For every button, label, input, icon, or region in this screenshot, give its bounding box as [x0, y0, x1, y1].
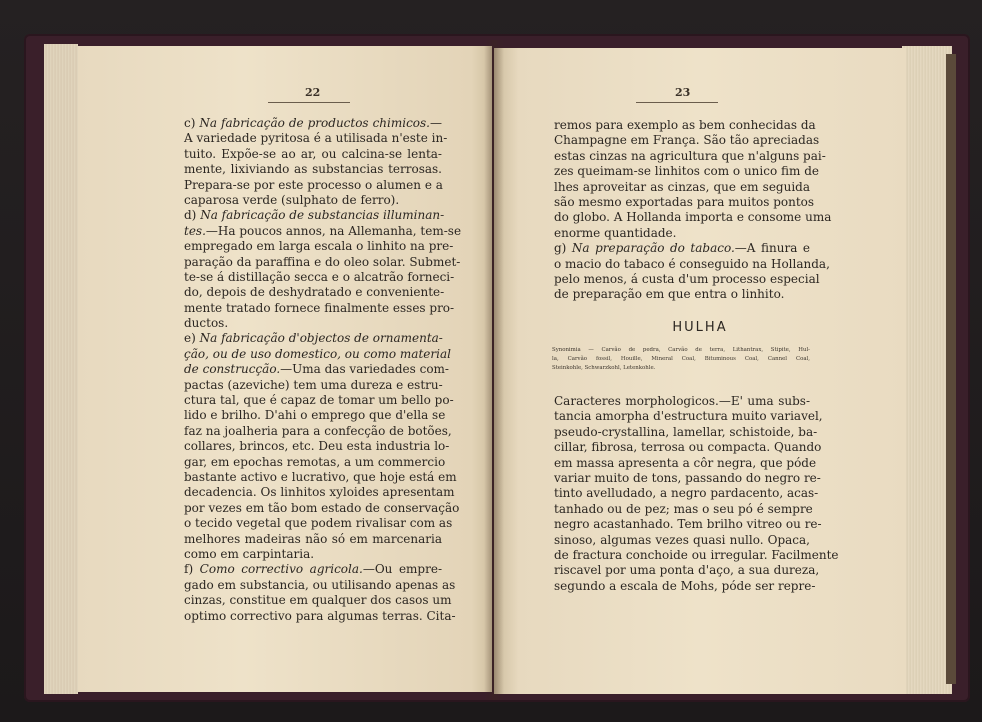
- text-line: [184, 162, 442, 177]
- text-run: A variedade pyritosa é a utilisada n'este in-: [184, 131, 448, 146]
- text-line: [184, 547, 442, 562]
- text-run: tinto avelludado, a negro pardacento, acas-: [554, 486, 819, 501]
- right-page: [494, 48, 906, 694]
- italic-text: Na fabricação d'objectos de ornamenta-: [199, 331, 443, 346]
- text-line: [184, 208, 445, 223]
- text-run: ctura tal, que é capaz de tomar um bello po-: [184, 393, 454, 408]
- text-line: [554, 118, 816, 133]
- text-run: Prepara-se por este processo o alumen e a: [184, 177, 443, 192]
- text-run: gar, em epochas remotas, a um commercio: [184, 454, 446, 469]
- italic-text: Como correctivo agricola.: [199, 562, 363, 577]
- italic-text: tes.: [184, 223, 206, 238]
- text-run: mente, lixiviando as substancias terrosas.: [184, 162, 442, 177]
- text-line: [554, 440, 822, 455]
- left-page-body: [184, 116, 462, 624]
- text-run: mente tratado fornece finalmente esses pro-: [184, 300, 455, 315]
- italic-text: Na fabricação de substancias illuminan-: [200, 208, 445, 223]
- text-line: [554, 517, 822, 532]
- text-run: de fractura conchoide ou irregular. Facilmente: [554, 547, 839, 562]
- text-run: remos para exemplo as bem conhecidas da: [554, 118, 816, 132]
- text-line: [184, 331, 442, 346]
- text-run: o macio do tabaco é conseguido na Hollanda,: [554, 256, 830, 271]
- right-page-body-top: [554, 118, 832, 303]
- text-line: [184, 300, 455, 316]
- text-run: como em carpintaria.: [184, 546, 315, 561]
- text-line: [184, 408, 446, 423]
- text-run: variar muito de tons, passando do negro re-: [554, 470, 821, 485]
- text-line: [184, 562, 442, 577]
- text-line: [184, 269, 455, 285]
- text-line: [184, 439, 450, 454]
- text-line: [184, 593, 452, 608]
- text-run: collares, brincos, etc. Deu esta industria lo-: [184, 439, 450, 454]
- text-run: pseudo-crystallina, lamellar, schistoide, ba-: [554, 424, 818, 439]
- text-run: faz na joalheria para a confecção de botões,: [184, 423, 452, 438]
- text-line: [554, 470, 821, 486]
- text-run: decadencia. Os linhitos xyloides apresentam: [184, 485, 455, 500]
- page-number-rule: [636, 102, 718, 103]
- text-run: c): [184, 116, 200, 130]
- text-run: gado em substancia, ou utilisando apenas as: [184, 577, 456, 592]
- text-line: [184, 239, 454, 254]
- text-line: [184, 469, 457, 485]
- text-line: [554, 455, 817, 471]
- page-edges-right: [902, 46, 952, 694]
- text-line: [184, 254, 461, 270]
- section-heading: HULHA: [672, 320, 728, 335]
- text-run: lido e brilho. D'ahi o emprego que d'ella se: [184, 408, 446, 423]
- text-line: [184, 393, 454, 408]
- text-line: [184, 532, 442, 547]
- text-line: [184, 516, 453, 531]
- text-line: [184, 346, 451, 362]
- text-line: [554, 256, 830, 272]
- text-line: [184, 423, 452, 439]
- book-gutter: [484, 40, 504, 700]
- text-run: cinzas, constitue em qualquer dos casos um: [184, 593, 452, 608]
- text-line: [184, 285, 445, 300]
- text-line: [552, 355, 810, 364]
- text-run: tancia amorpha d'estructura muito variavel,: [554, 409, 823, 424]
- text-line: [184, 223, 462, 239]
- text-run: riscavel por uma ponta d'aço, a sua dureza,: [554, 563, 820, 578]
- text-run: por vezes em tão bom estado de conservação: [184, 500, 460, 515]
- text-line: [552, 346, 810, 355]
- text-run: lhes aproveitar as cinzas, que em seguida: [554, 179, 810, 194]
- text-line: [554, 164, 819, 179]
- text-run: —A finura e: [734, 241, 810, 256]
- text-line: [554, 194, 815, 210]
- page-number-rule: [268, 102, 350, 103]
- text-line: [554, 486, 819, 501]
- left-page: [78, 46, 492, 692]
- text-run: tuito. Expõe-se ao ar, ou calcina-se lenta-: [184, 146, 442, 161]
- text-line: [184, 485, 455, 500]
- text-run: segundo a escala de Mohs, póde ser repre-: [554, 578, 816, 593]
- text-line: [184, 316, 442, 331]
- text-run: d): [184, 208, 201, 223]
- text-line: [184, 378, 442, 393]
- text-line: [554, 133, 820, 148]
- text-run: la, Carvão fossil, Houille, Mineral Coal, Bituminous Coal, Cannel Coal,: [552, 356, 810, 362]
- text-run: sinoso, algumas vezes quasi nullo. Opaca,: [554, 532, 810, 547]
- text-line: [184, 147, 442, 162]
- page-edges-left: [44, 44, 78, 694]
- text-run: bastante activo e lucrativo, que hoje está em: [184, 469, 457, 484]
- text-run: optimo correctivo para algumas terras. Cita-: [184, 608, 456, 623]
- text-line: [554, 533, 810, 548]
- text-line: [184, 131, 448, 146]
- italic-text: Na fabricação de productos chimicos.: [199, 116, 430, 130]
- text-line: [554, 547, 839, 563]
- text-run: Steinkohle, Schwarzkohl, Letenkohle.: [552, 365, 656, 371]
- text-run: paração da paraffina e do oleo solar. Submet-: [184, 254, 461, 269]
- text-line: [554, 501, 813, 517]
- text-line: [184, 362, 449, 377]
- text-run: Caracteres morphologicos.—E' uma subs-: [554, 394, 810, 408]
- text-line: [554, 287, 810, 302]
- text-line: [184, 454, 446, 470]
- text-run: caparosa verde (sulphato de ferro).: [184, 192, 400, 207]
- text-run: e): [184, 331, 200, 346]
- text-run: o tecido vegetal que podem rivalisar com as: [184, 516, 453, 531]
- text-line: [554, 578, 816, 594]
- text-line: [184, 178, 442, 193]
- text-line: [554, 409, 823, 424]
- text-run: —Ou empre-: [362, 562, 443, 577]
- page-number: 23: [675, 86, 691, 99]
- text-line: [554, 226, 810, 241]
- text-run: do, depois de deshydratado e convenientе-: [184, 285, 445, 300]
- text-run: estas cinzas na agricultura que n'alguns pai-: [554, 148, 826, 163]
- synonyms-block: [552, 346, 810, 373]
- text-run: são mesmo exportadas para muitos pontos: [554, 194, 815, 209]
- text-run: empregado em larga escala o linhito na pre-: [184, 239, 454, 254]
- text-run: pelo menos, á custa d'um processo especial: [554, 271, 820, 286]
- text-line: [554, 180, 810, 195]
- text-line: [184, 116, 442, 131]
- text-line: [552, 364, 810, 373]
- text-run: negro acastanhado. Tem brilho vitreo ou re-: [554, 517, 822, 532]
- text-run: de preparação em que entra o linhito.: [554, 287, 785, 302]
- text-line: [554, 424, 818, 440]
- text-run: g): [554, 241, 572, 256]
- text-run: tanhado ou de pez; mas o seu pó é sempre: [554, 501, 813, 516]
- text-line: [554, 271, 820, 287]
- text-run: pactas (azeviche) tem uma dureza e estru-: [184, 377, 443, 392]
- book-spine-edge: [946, 54, 956, 684]
- text-run: Champagne em França. São tão apreciadas: [554, 133, 820, 148]
- text-line: [554, 148, 826, 164]
- text-run: do globo. A Hollanda importa e consome uma: [554, 210, 832, 225]
- text-line: [554, 210, 832, 225]
- text-run: Synonimia — Carvão de pedra, Carvão de terra, Lithantrax, Stipite, Hul-: [552, 347, 810, 353]
- text-run: te-se á distillação secca e o alcatrão forneci-: [184, 269, 455, 284]
- italic-text: Na preparação do tabaco.: [571, 241, 735, 256]
- text-run: f): [184, 562, 200, 577]
- text-run: cillar, fibrosa, terrosa ou compacta. Quando: [554, 440, 822, 455]
- text-line: [554, 394, 810, 409]
- text-run: melhores madeiras não só em marcenaria: [184, 531, 442, 546]
- text-line: [184, 500, 460, 516]
- text-line: [184, 608, 456, 624]
- text-line: [184, 193, 442, 208]
- text-run: zes queimam-se linhitos com o unico fim de: [554, 164, 819, 179]
- italic-text: ção, ou de uso domestico, ou como material: [184, 346, 451, 361]
- text-line: [184, 577, 456, 593]
- page-number: 22: [305, 86, 321, 99]
- italic-text: de construcção.: [184, 362, 281, 377]
- text-run: —Uma das variedades com-: [280, 362, 449, 377]
- right-page-body-bottom: [554, 394, 839, 594]
- text-run: —: [430, 116, 442, 130]
- text-run: ductos.: [184, 316, 229, 331]
- text-line: [554, 241, 810, 256]
- text-run: enorme quantidade.: [554, 225, 677, 240]
- text-run: em massa apresenta a côr negra, que póde: [554, 455, 817, 470]
- text-line: [554, 563, 820, 578]
- text-run: —Ha poucos annos, na Allemanha, tem-se: [205, 223, 462, 238]
